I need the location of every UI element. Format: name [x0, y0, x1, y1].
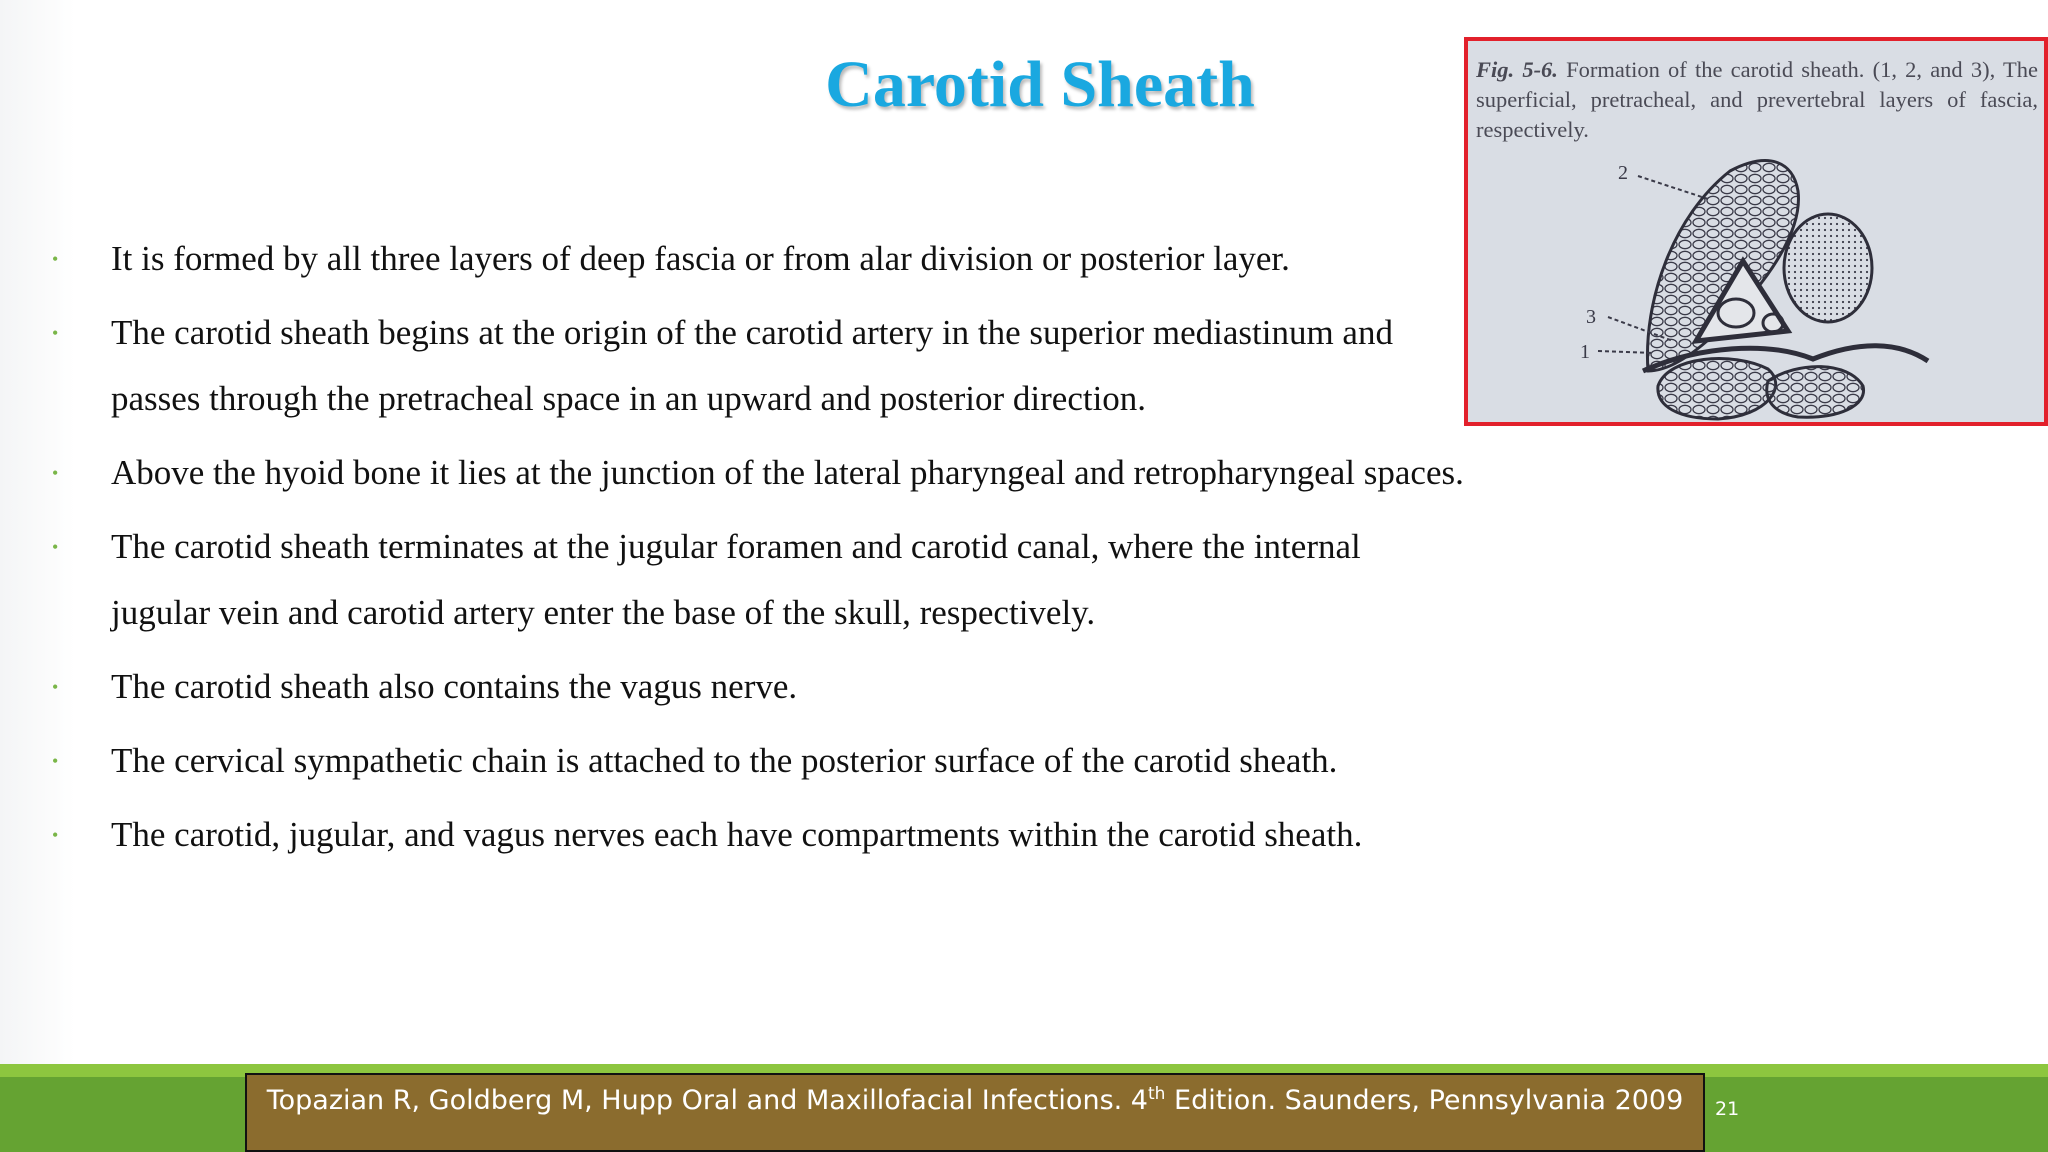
bullet-dot: • — [52, 677, 59, 697]
anatomy-figure — [1464, 37, 2048, 426]
label-3: 3 — [1586, 306, 1596, 328]
figure-number: Fig. 5-6. — [1476, 57, 1558, 82]
citation-text: Topazian R, Goldberg M, Hupp Oral and Maxillofacial Infections. 4 — [266, 1085, 1148, 1116]
bullet-item — [48, 440, 1468, 506]
bullet-item — [48, 654, 1468, 720]
page-number: 21 — [1715, 1098, 1740, 1120]
label-1: 1 — [1580, 341, 1590, 363]
bullet-text: It is formed by all three layers of deep fascia or from alar division or posterior layer. — [111, 239, 1290, 278]
bullet-text: The carotid sheath also contains the vagus nerve. — [111, 667, 798, 706]
lower-muscle-left-shape — [1658, 359, 1776, 419]
bullet-text: The carotid sheath begins at the origin of the carotid artery in the superior mediastinum and passes through the pretracheal space in an upward and posterior direction. — [111, 313, 1393, 418]
bullet-text: The cervical sympathetic chain is attached to the posterior surface of the carotid sheath. — [111, 741, 1338, 780]
bullet-dot: • — [52, 463, 59, 483]
leader-line-2 — [1638, 176, 1708, 199]
citation-box — [245, 1073, 1705, 1152]
leader-line-1 — [1598, 351, 1653, 353]
citation-text-end: Edition. Saunders, Pennsylvania 2009 — [1165, 1085, 1684, 1116]
bullet-dot: • — [52, 825, 59, 845]
bullet-item — [48, 300, 1468, 432]
citation-superscript: th — [1147, 1084, 1166, 1104]
bullet-list — [48, 226, 1468, 876]
bullet-item — [48, 802, 1468, 868]
bullet-text: Above the hyoid bone it lies at the junction of the lateral pharyngeal and retropharyngeal spaces. — [111, 453, 1464, 492]
label-2: 2 — [1618, 162, 1628, 184]
lower-muscle-right-shape — [1767, 367, 1864, 418]
slide-title: Carotid Sheath — [825, 48, 1255, 121]
vertebral-body-shape — [1784, 214, 1872, 322]
figure-caption-text: Formation of the carotid sheath. (1, 2, and 3), The superficial, pretracheal, and prevertebral layers of fascia, respectively. — [1476, 57, 2038, 142]
bullet-item — [48, 514, 1468, 646]
bullet-item — [48, 728, 1468, 794]
bullet-dot: • — [52, 537, 59, 557]
bullet-dot: • — [52, 323, 59, 343]
bullet-item — [48, 226, 1468, 292]
bullet-text: The carotid sheath terminates at the jugular foramen and carotid canal, where the internal jugular vein and carotid artery enter the base of the skull, respectively. — [111, 527, 1361, 632]
carotid-sheath-diagram — [1468, 41, 2044, 422]
bullet-dot: • — [52, 249, 59, 269]
bullet-text: The carotid, jugular, and vagus nerves each have compartments within the carotid sheath. — [111, 815, 1363, 854]
bullet-dot: • — [52, 751, 59, 771]
